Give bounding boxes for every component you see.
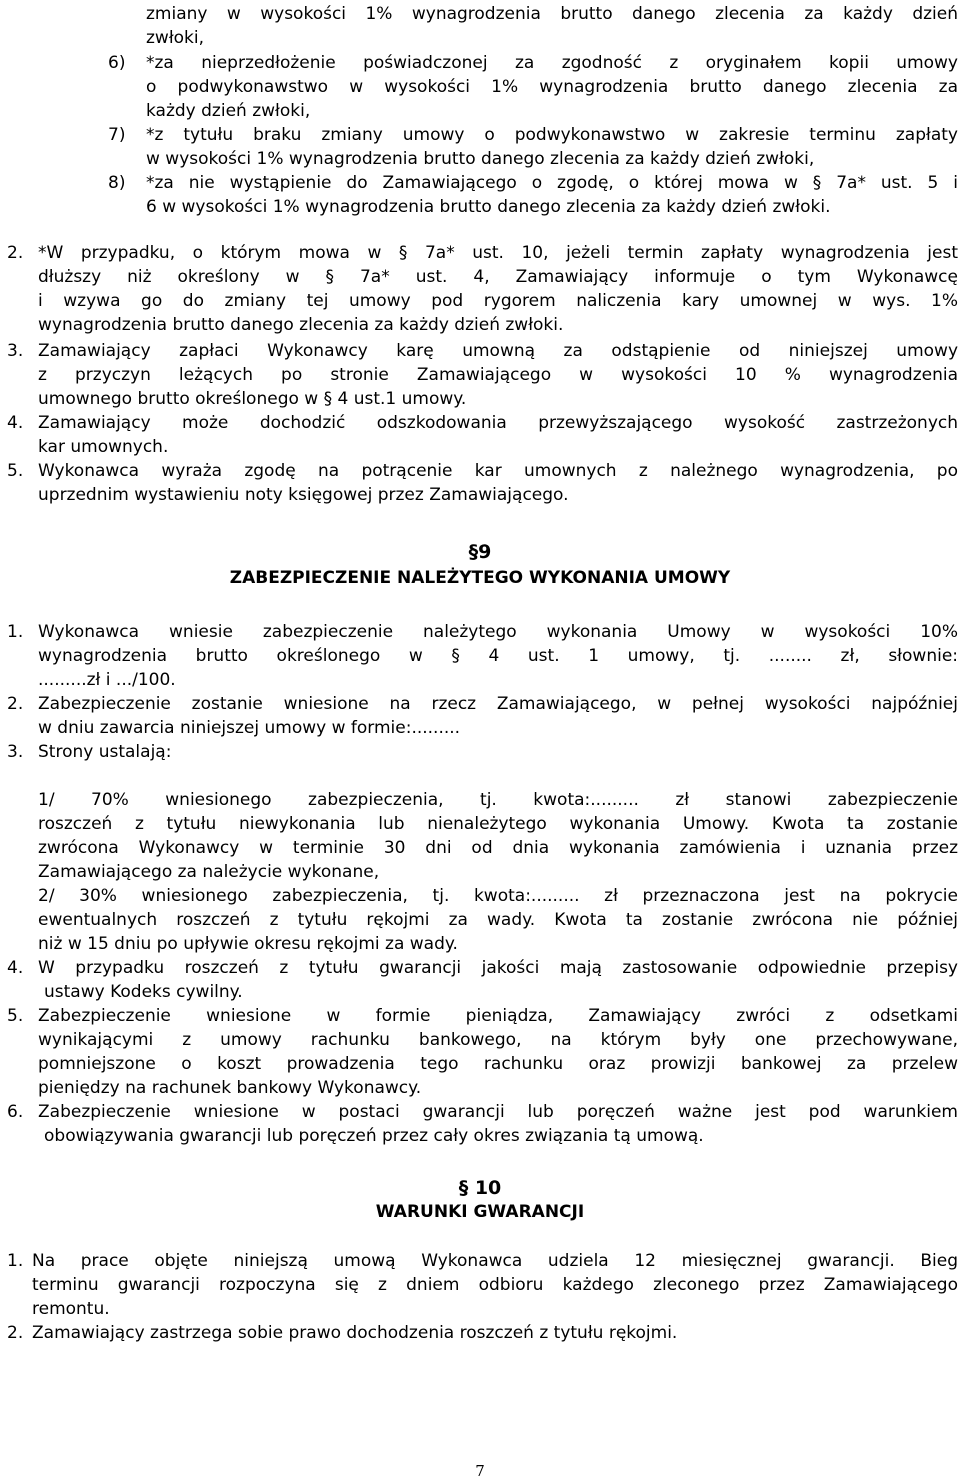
list-marker: 6) [108, 53, 126, 73]
point-line: z przyczyn leżących po stronie Zamawiającego w wysokości 10 % wynagrodzenia [38, 365, 958, 385]
point-number: 1. [7, 622, 24, 642]
point-line: umownego brutto określonego w § 4 ust.1 umowy. [38, 389, 467, 409]
section-number: § 10 [458, 1177, 502, 1199]
point-number: 1. [7, 1251, 24, 1271]
point-line: Zamawiający może dochodzić odszkodowania przewyższającego wysokość zastrzeżonych [38, 413, 958, 433]
point-line: Wykonawca wyraża zgodę na potrącenie kar umownych z należnego wynagrodzenia, po [38, 461, 958, 481]
point-line: i wzywa go do zmiany tej umowy pod rygorem naliczenia kary umownej w wys. 1% [38, 291, 958, 311]
point-number: 3. [7, 341, 24, 361]
point-line: kar umownych. [38, 437, 169, 457]
subpoint-line: niż w 15 dniu po upływie okresu rękojmi za wady. [38, 934, 458, 954]
point-line: w dniu zawarcia niniejszej umowy w formie:......... [38, 718, 461, 738]
point-line: wynikającymi z umowy rachunku bankowego, na którym były one przechowywane, [38, 1030, 958, 1050]
list-item-line: 6 w wysokości 1% wynagrodzenia brutto danego zlecenia za każdy dzień zwłoki. [146, 197, 831, 217]
subpoint-line: 1/ 70% wniesionego zabezpieczenia, tj. kwota:......... zł stanowi zabezpieczenie [38, 790, 958, 810]
point-line: dłuższy niż określony w § 7a* ust. 4, Zamawiający informuje o tym Wykonawcę [38, 267, 958, 287]
point-line: wynagrodzenia brutto określonego w § 4 ust. 1 umowy, tj. ........ zł, słownie: [38, 646, 958, 666]
point-line: terminu gwarancji rozpoczyna się z dniem odbioru każdego zleconego przez Zamawiającego [32, 1275, 958, 1295]
subpoint-line: Zamawiającego za należycie wykonane, [38, 862, 380, 882]
list-item-line: *za nieprzedłożenie poświadczonej za zgodność z oryginałem kopii umowy [146, 53, 958, 73]
section-number: §9 [468, 541, 492, 563]
point-number: 2. [7, 1323, 24, 1343]
point-number: 6. [7, 1102, 24, 1122]
point-line: *W przypadku, o którym mowa w § 7a* ust. 10, jeżeli termin zapłaty wynagrodzenia jest [38, 243, 958, 263]
subpoint-line: ewentualnych roszczeń z tytułu rękojmi za wady. Kwota ta zostanie zwrócona nie później [38, 910, 958, 930]
list-item-line: o podwykonawstwo w wysokości 1% wynagrodzenia brutto danego zlecenia za [146, 77, 958, 97]
paragraph-line: zmiany w wysokości 1% wynagrodzenia brutto danego zlecenia za każdy dzień [146, 4, 958, 24]
point-number: 2. [7, 694, 24, 714]
point-line: W przypadku roszczeń z tytułu gwarancji jakości mają zastosowanie odpowiednie przepisy [38, 958, 958, 978]
point-line: Zamawiający zapłaci Wykonawcy karę umowną za odstąpienie od niniejszej umowy [38, 341, 958, 361]
subpoint-line: 2/ 30% wniesionego zabezpieczenia, tj. kwota:......... zł przeznaczona jest na pokrycie [38, 886, 958, 906]
point-number: 3. [7, 742, 24, 762]
list-item-line: w wysokości 1% wynagrodzenia brutto danego zlecenia za każdy dzień zwłoki, [146, 149, 815, 169]
point-line: .........zł i .../100. [38, 670, 176, 690]
point-number: 5. [7, 461, 24, 481]
list-marker: 8) [108, 173, 126, 193]
point-line: pomniejszone o koszt prowadzenia tego rachunku oraz prowizji bankowej za przelew [38, 1054, 958, 1074]
list-marker: 7) [108, 125, 126, 145]
point-number: 4. [7, 413, 24, 433]
subpoint-line: roszczeń z tytułu niewykonania lub nienależytego wykonania Umowy. Kwota ta zostanie [38, 814, 958, 834]
point-line: Zabezpieczenie wniesione w postaci gwarancji lub poręczeń ważne jest pod warunkiem [38, 1102, 958, 1122]
section-title: ZABEZPIECZENIE NALEŻYTEGO WYKONANIA UMOWY [229, 568, 731, 588]
point-line: Zabezpieczenie wniesione w formie pieniądza, Zamawiający zwróci z odsetkami [38, 1006, 958, 1026]
point-line: obowiązywania gwarancji lub poręczeń przez cały okres związania tą umową. [44, 1126, 704, 1146]
section-title: WARUNKI GWARANCJI [375, 1202, 585, 1222]
list-item-line: *z tytułu braku zmiany umowy o podwykonawstwo w zakresie terminu zapłaty [146, 125, 958, 145]
point-line: Wykonawca wniesie zabezpieczenie należytego wykonania Umowy w wysokości 10% [38, 622, 958, 642]
point-number: 2. [7, 243, 24, 263]
point-number: 5. [7, 1006, 24, 1026]
point-line: remontu. [32, 1299, 110, 1319]
list-item-line: *za nie wystąpienie do Zamawiającego o zgodę, o której mowa w § 7a* ust. 5 i [146, 173, 958, 193]
point-line: Zamawiający zastrzega sobie prawo dochodzenia roszczeń z tytułu rękojmi. [32, 1323, 678, 1343]
point-line: Strony ustalają: [38, 742, 172, 762]
point-number: 4. [7, 958, 24, 978]
point-line: wynagrodzenia brutto danego zlecenia za każdy dzień zwłoki. [38, 315, 564, 335]
point-line: ustawy Kodeks cywilny. [44, 982, 243, 1002]
point-line: uprzednim wystawieniu noty księgowej przez Zamawiającego. [38, 485, 569, 505]
point-line: pieniędzy na rachunek bankowy Wykonawcy. [38, 1078, 422, 1098]
page-number: 7 [475, 1462, 485, 1480]
list-item-line: każdy dzień zwłoki, [146, 101, 311, 121]
point-line: Na prace objęte niniejszą umową Wykonawca udziela 12 miesięcznej gwarancji. Bieg [32, 1251, 958, 1271]
paragraph-line: zwłoki, [146, 28, 205, 48]
point-line: Zabezpieczenie zostanie wniesione na rzecz Zamawiającego, w pełnej wysokości najpóźniej [38, 694, 958, 714]
subpoint-line: zwrócona Wykonawcy w terminie 30 dni od dnia wykonania zamówienia i uznania przez [38, 838, 958, 858]
